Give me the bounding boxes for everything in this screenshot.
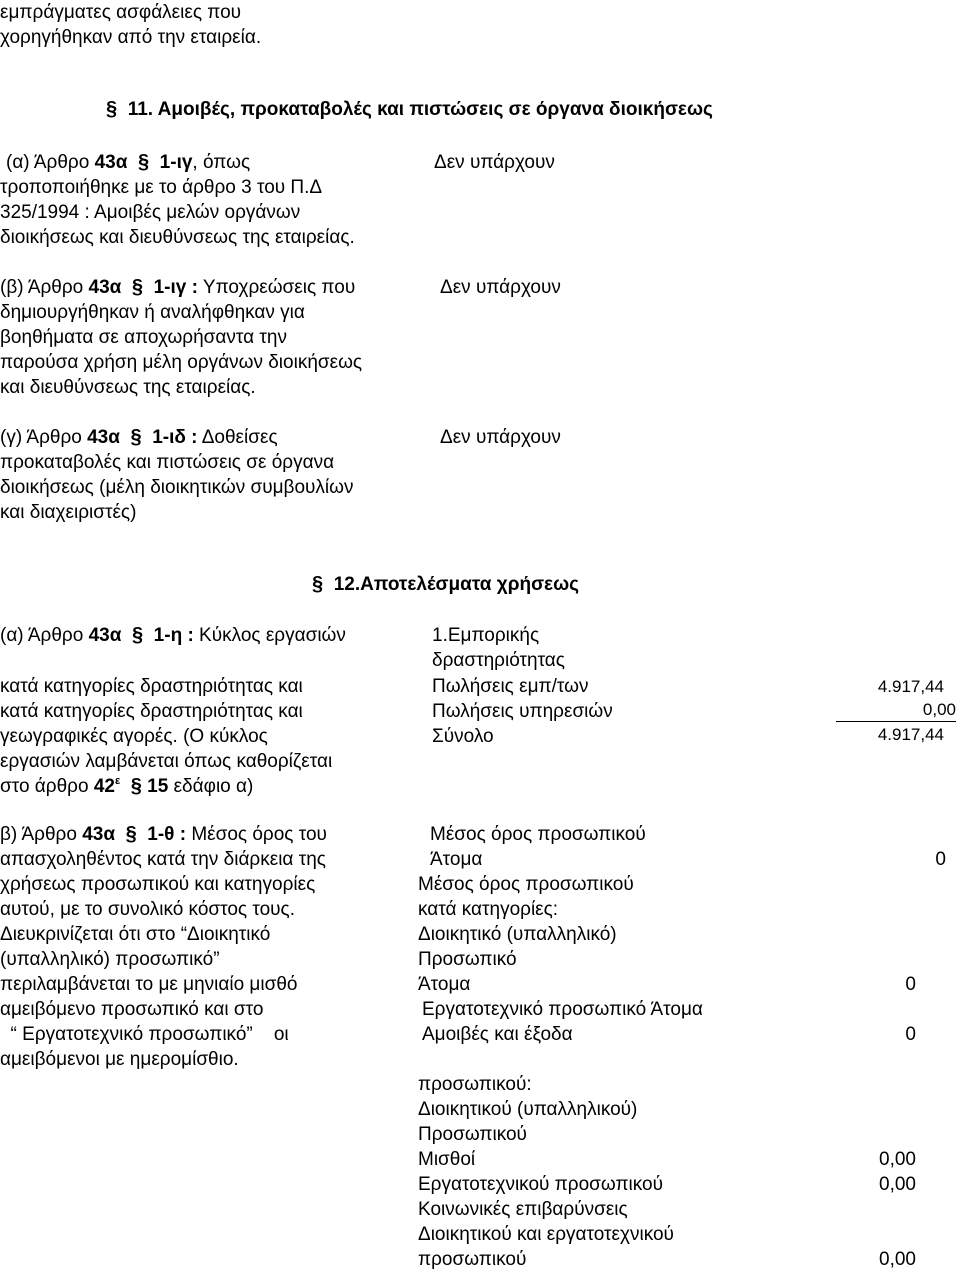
s11-b-first-line: (β) Άρθρο 43α § 1-ιγ : Υποχρεώσεις που [0, 276, 356, 298]
s11-c-line: προκαταβολές και πιστώσεις σε όργανα [0, 452, 335, 473]
s11-a-first-line: (α) Άρθρο 43α § 1-ιγ, όπως [6, 151, 251, 173]
s11-c-line: διοικήσεως (μέλη διοικητικών συμβουλίων [0, 477, 354, 498]
section-11-heading: § 11. Αμοιβές, προκαταβολές και πιστώσεις σε όργανα διοικήσεως [106, 98, 713, 120]
s12-b-line: χρήσεως προσωπικού και κατηγορίες [0, 874, 316, 895]
s11-a-line: 325/1994 : Αμοιβές μελών οργάνων [0, 202, 301, 223]
staff-line: Προσωπικού [418, 1124, 527, 1145]
s11-b-line: δημιουργήθηκαν ή αναλήφθηκαν για [0, 302, 305, 323]
s12-b-line: “ Εργατοτεχνικό προσωπικό” οι [0, 1024, 289, 1045]
s11-b-line: και διευθύνσεως της εταιρείας. [0, 377, 256, 398]
s11-c-line: και διαχειριστές) [0, 502, 137, 523]
staff-line: Άτομα [430, 849, 483, 870]
s12-b-line: απασχοληθέντος κατά την διάρκεια της [0, 849, 326, 870]
staff-value: 0 [935, 849, 946, 870]
staff-line: Μέσος όρος προσωπικού [430, 824, 646, 845]
section-sign-icon: § [130, 426, 142, 448]
staff-line: Μισθοί [418, 1149, 476, 1170]
s12-a-last-line: στο άρθρο $42^\varepsilon$ § 15 εδάφιο α) [0, 775, 254, 797]
staff-line: προσωπικού [418, 1249, 527, 1270]
section-sign-icon: § [131, 276, 144, 298]
section-sign-icon: § [106, 98, 118, 120]
staff-value: 0,00 [879, 1249, 916, 1270]
s12-b-line: αμειβόμενοι με ημερομίσθιο. [0, 1049, 239, 1070]
s12-b-first-line: β) Άρθρο 43α § 1-θ : Μέσος όρος του [0, 823, 327, 845]
section-sign-icon: § [131, 624, 144, 646]
activity-label: δραστηριότητας [432, 650, 565, 671]
s12-b-line: (υπαλληλικό) προσωπικό” [0, 949, 220, 970]
s11-a-line: διοικήσεως και διευθύνσεως της εταιρείας. [0, 227, 355, 248]
s11-b-value: Δεν υπάρχουν [440, 277, 561, 298]
s12-a-line: κατά κατηγορίες δραστηριότητας και [0, 676, 303, 697]
s11-c-value: Δεν υπάρχουν [440, 427, 561, 448]
s11-b-line: βοηθήματα σε αποχωρήσαντα την [0, 327, 287, 348]
staff-line: Διοικητικό (υπαλληλικό) [418, 924, 617, 945]
staff-value: 0 [905, 1024, 916, 1045]
s12-a-line: εργασιών λαμβάνεται όπως καθορίζεται [0, 751, 333, 772]
staff-line: Εργατοτεχνικού προσωπικού [418, 1174, 664, 1195]
staff-line: Μέσος όρος προσωπικού [418, 874, 634, 895]
section-sign-icon: § [130, 775, 142, 797]
s11-a-value: Δεν υπάρχουν [434, 152, 555, 173]
s12-b-line: Διευκρινίζεται ότι στο “Διοικητικό [0, 924, 271, 945]
staff-value: 0,00 [879, 1149, 916, 1170]
sales-goods-value: 4.917,44 [877, 677, 944, 696]
staff-value: 0,00 [879, 1174, 916, 1195]
staff-line: Προσωπικό [418, 949, 517, 970]
staff-line: κατά κατηγορίες: [418, 899, 559, 920]
sales-services-value: 0,00 [836, 697, 956, 722]
s12-b-line: αμειβόμενο προσωπικό και στο [0, 999, 264, 1020]
section-12-heading: § 12.Αποτελέσματα χρήσεως [312, 573, 580, 595]
staff-line: Διοικητικού (υπαλληλικού) [418, 1099, 638, 1120]
staff-line: Αμοιβές και έξοδα [422, 1024, 573, 1045]
sales-goods-label: Πωλήσεις εμπ/των [432, 676, 589, 697]
s12-a-first-line: (α) Άρθρο 43α § 1-η : Κύκλος εργασιών [0, 624, 346, 646]
staff-line: Διοικητικού και εργατοτεχνικού [418, 1224, 674, 1245]
s11-a-line: τροποποιήθηκε με το άρθρο 3 του Π.Δ [0, 177, 323, 198]
total-label: Σύνολο [432, 726, 494, 747]
intro-line-1: εμπράγματες ασφάλειες που [0, 2, 242, 23]
staff-line: Εργατοτεχνικό προσωπικό Άτομα [422, 999, 703, 1020]
s12-a-line: κατά κατηγορίες δραστηριότητας και [0, 701, 303, 722]
s12-a-line: γεωγραφικές αγορές. (Ο κύκλος [0, 726, 268, 747]
staff-value: 0 [905, 974, 916, 995]
s12-b-line: περιλαμβάνεται το με μηνιαίο μισθό [0, 974, 298, 995]
staff-line: προσωπικού: [418, 1074, 532, 1095]
staff-line: Κοινωνικές επιβαρύνσεις [418, 1199, 628, 1220]
section-sign-icon: § [312, 573, 324, 595]
section-sign-icon: § [125, 823, 137, 845]
activity-label: 1.Εμπορικής [432, 625, 540, 646]
s11-c-first-line: (γ) Άρθρο 43α § 1-ιδ : Δοθείσες [0, 426, 278, 448]
intro-line-2: χορηγήθηκαν από την εταιρεία. [0, 27, 262, 48]
total-value: 4.917,44 [877, 725, 944, 744]
section-sign-icon: § [137, 151, 150, 173]
s12-b-line: αυτού, με το συνολικό κόστος τους. [0, 899, 295, 920]
staff-line: Άτομα [418, 974, 471, 995]
s11-b-line: παρούσα χρήση μέλη οργάνων διοικήσεως [0, 352, 363, 373]
sales-services-label: Πωλήσεις υπηρεσιών [432, 701, 613, 722]
